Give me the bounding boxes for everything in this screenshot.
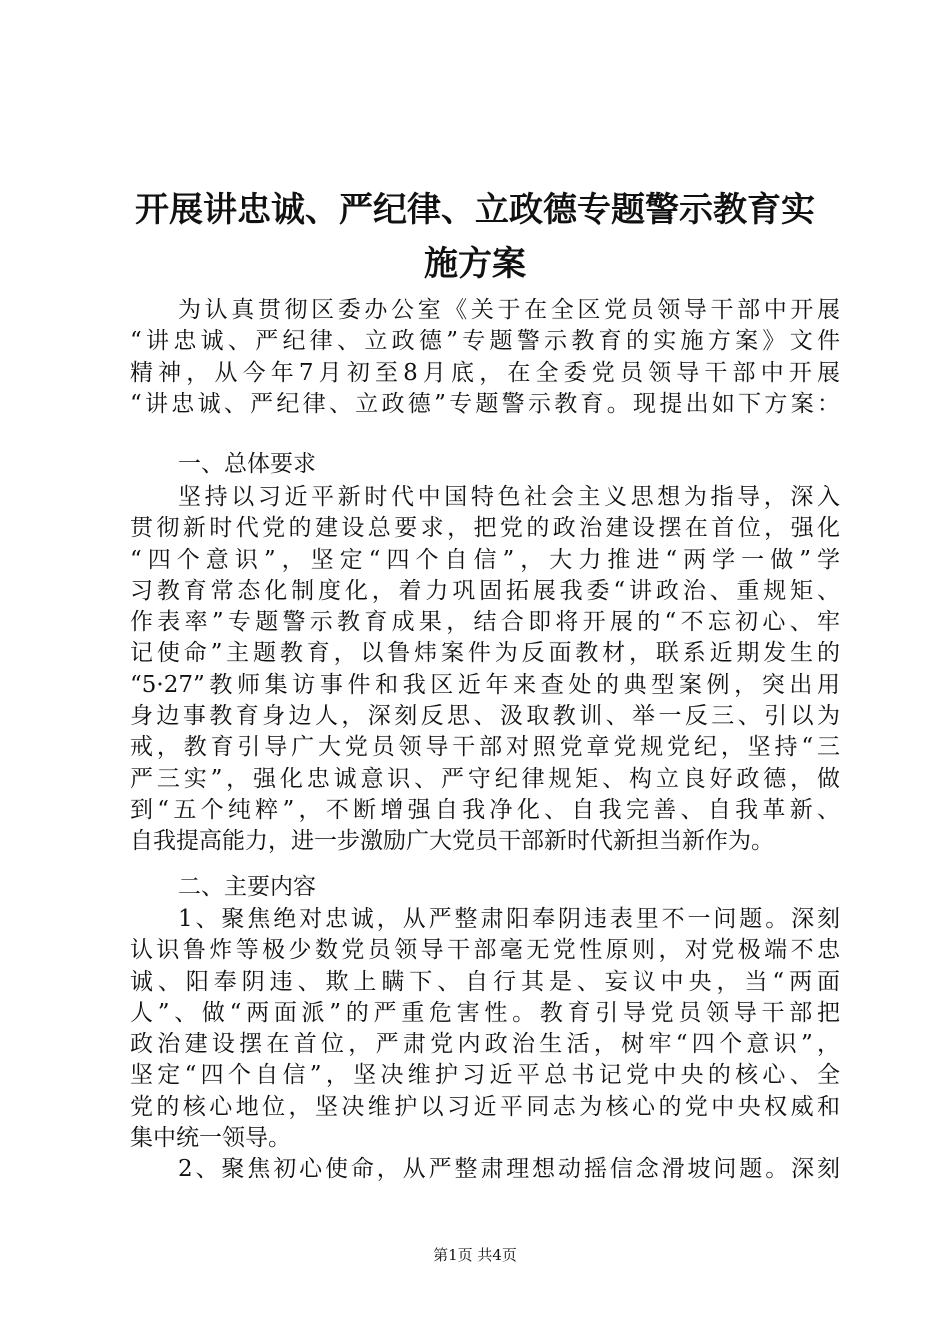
- text-line: “讲忠诚、严纪律、立政德”专题警示教育的实施方案》文件: [130, 328, 840, 355]
- text-line: 记使命”主题教育，以鲁炜案件为反面教材，联系近期发生的: [130, 640, 840, 667]
- text-line: 作表率”专题警示教育成果，结合即将开展的“不忘初心、牢: [130, 609, 840, 636]
- text-line: 坚定“四个自信”，坚决维护习近平总书记党中央的核心、全: [130, 1062, 840, 1089]
- text-line: 身边事教育身边人，深刻反思、汲取教训、举一反三、引以为: [130, 703, 840, 730]
- text-line: 人”、做“两面派”的严重危害性。教育引导党员领导干部把: [130, 999, 840, 1026]
- text-line: 诚、阳奉阴违、欺上瞒下、自行其是、妄议中央，当“两面: [130, 968, 840, 995]
- text-line: 认识鲁炸等极少数党员领导干部毫无党性原则，对党极端不忠: [130, 937, 840, 964]
- text-line: 精神，从今年7月初至8月底，在全委党员领导干部中开展: [130, 359, 840, 386]
- item1-paragraph: [130, 904, 840, 1186]
- text-line: 贯彻新时代党的建设总要求，把党的政治建设摆在首位，强化: [130, 515, 840, 542]
- text-line: 2、聚焦初心使命，从严整肃理想动摇信念滑坡问题。深刻: [178, 1156, 840, 1183]
- text-line: 戒，教育引导广大党员领导干部对照党章党规党纪，坚持“三: [130, 734, 840, 761]
- section-heading-1: 一、总体要求: [178, 451, 316, 477]
- text-line: 习教育常态化制度化，着力巩固拓展我委“讲政治、重规矩、: [130, 577, 840, 604]
- text-line: 为认真贯彻区委办公室《关于在全区党员领导干部中开展: [178, 297, 840, 323]
- page-title-line-2: 施方案: [424, 244, 526, 284]
- text-line: “讲忠诚、严纪律、立政德”专题警示教育。现提出如下方案：: [130, 390, 840, 417]
- text-line: 党的核心地位，坚决维护以习近平同志为核心的党中央权威和: [130, 1093, 840, 1120]
- text-line: 坚持以习近平新时代中国特色社会主义思想为指导，深入: [178, 484, 840, 510]
- text-line: “5·27”教师集访事件和我区近年来查处的典型案例，突出用: [130, 671, 840, 698]
- text-line: 到“五个纯粹”，不断增强自我净化、自我完善、自我革新、: [130, 796, 840, 823]
- intro-paragraph: [130, 295, 840, 420]
- text-line: “四个意识”，坚定“四个自信”，大力推进“两学一做”学: [130, 546, 840, 573]
- text-line: 1、聚焦绝对忠诚，从严整肃阳奉阴违表里不一问题。深刻: [178, 906, 840, 932]
- page-footer: 第1页 共4页: [433, 1246, 517, 1264]
- page-title-line-1: 开展讲忠诚、严纪律、立政德专题警示教育实: [135, 190, 815, 230]
- text-line: 严三实”，强化忠诚意识、严守纪律规矩、构立良好政德，做: [130, 765, 840, 792]
- text-line: 政治建设摆在首位，严肃党内政治生活，树牢“四个意识”，: [130, 1031, 840, 1058]
- text-line: 自我提高能力，进一步激励广大党员干部新时代新担当新作为。: [130, 828, 774, 855]
- section1-paragraph: [130, 482, 840, 858]
- section-heading-2: 二、主要内容: [178, 874, 316, 900]
- text-line: 集中统一领导。: [130, 1125, 291, 1152]
